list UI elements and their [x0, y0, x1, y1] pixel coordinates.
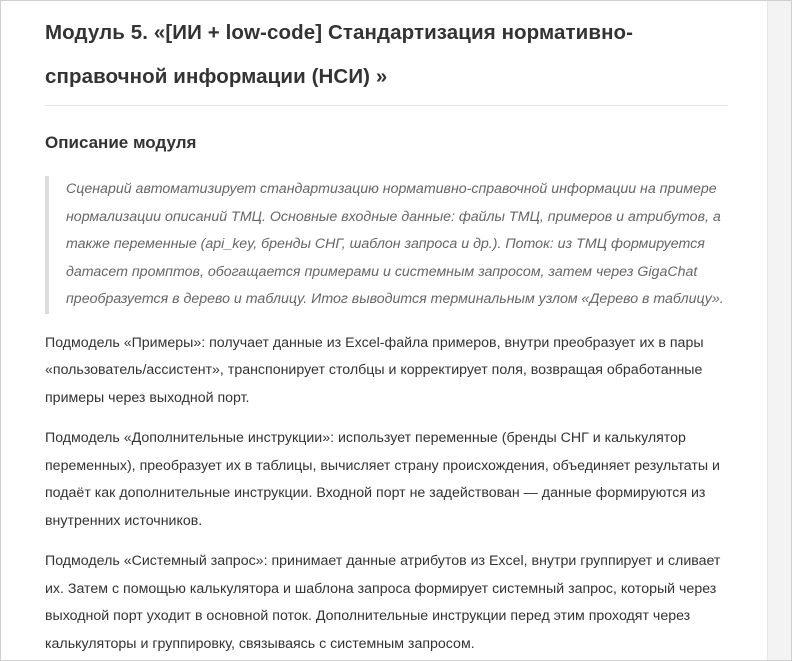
paragraph-examples: Подмодель «Примеры»: получает данные из Excel-файла примеров, внутри преобразует их в пары «пользователь/ассистент», транспонирует столбцы и корректирует поля, возвращая обработанные примеры через выходной порт.	[45, 334, 704, 406]
module-title: Модуль 5. «[ИИ + low-code] Стандартизация нормативно-справочной информации (НСИ) »	[45, 21, 634, 88]
module-content	[45, 11, 727, 658]
module-summary-quote: Сценарий автоматизирует стандартизацию нормативно-справочной информации на примере нормализации описаний ТМЦ. Основные входные данные: файлы ТМЦ, примеров и атрибутов, а также переменные (api_key, бренды СНГ, шаблон запроса и др.). Поток: из ТМЦ формируется датасет промптов, обогащается примерами и системным запросом, затем через GigaChat преобразуется в дерево и таблицу. Итог выводится терминальным узлом «Дерево в таблицу».	[45, 176, 727, 314]
title-divider	[45, 105, 727, 106]
section-heading: Описание модуля	[45, 133, 197, 152]
paragraph-system-request: Подмодель «Системный запрос»: принимает данные атрибутов из Excel, внутри группирует и сливает их. Затем с помощью калькулятора и шаблона запроса формирует системный запрос, который через выходной порт уходит в основной поток. Дополнительные инструкции перед этим проходят через калькуляторы и группировку, связываясь с системным запросом.	[45, 553, 721, 652]
scroll-gutter	[767, 1, 792, 661]
paragraph-additional-instructions: Подмодель «Дополнительные инструкции»: использует переменные (бренды СНГ и калькулятор переменных), преобразует их в таблицы, вычисляет страну происхождения, объединяет результаты и подаёт как дополнительные инструкции. Входной порт не задействован — данные формируются из внутренних источников.	[45, 430, 720, 529]
